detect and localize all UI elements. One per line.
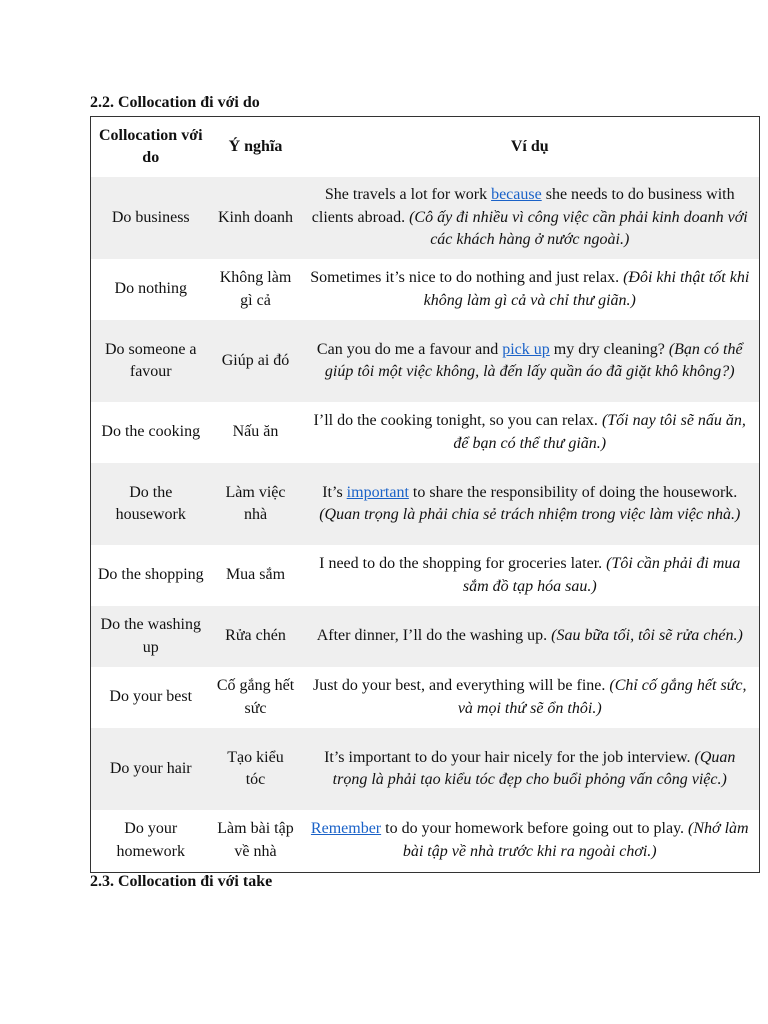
meaning-cell: Kinh doanh xyxy=(211,177,301,259)
example-translation: (Đôi khi thật tốt khi không làm gì cả và chỉ thư giãn.) xyxy=(423,269,750,309)
example-link[interactable]: pick up xyxy=(502,340,550,358)
meaning-cell: Tạo kiểu tóc xyxy=(211,728,301,810)
meaning-cell: Không làm gì cả xyxy=(219,269,292,309)
table-row xyxy=(91,320,760,402)
example-text: to share the responsibility of doing the housework. xyxy=(408,483,738,501)
example-translation: (Cô ấy đi nhiều vì công việc cần phải kinh doanh với các khách hàng ở nước ngoài.) xyxy=(409,208,748,249)
example-cell xyxy=(301,177,760,259)
example-text: she needs to do business with clients abroad. xyxy=(311,186,735,226)
example-link[interactable]: Remember xyxy=(310,820,382,838)
collocation-cell: Do the washing up xyxy=(91,606,211,667)
collocation-cell: Do business xyxy=(91,177,211,259)
meaning-cell: Làm việc nhà xyxy=(211,463,301,545)
section-heading-collocation-take: 2.3. Collocation đi với take xyxy=(90,873,273,890)
collocation-cell: Do nothing xyxy=(114,280,187,298)
example-translation: (Quan trọng là phải tạo kiểu tóc đẹp cho buổi phỏng vấn công việc.) xyxy=(332,748,736,788)
table-row xyxy=(91,667,760,728)
meaning-cell: Rửa chén xyxy=(211,606,301,667)
example-text: Can you do me a favour and xyxy=(316,340,503,358)
example-translation: (Chỉ cố gắng hết sức, và mọi thứ sẽ ổn thôi.) xyxy=(457,677,747,717)
example-cell xyxy=(301,259,760,320)
example-translation: (Tôi cần phải đi mua sắm đồ tạp hóa sau.) xyxy=(462,555,741,595)
example-link[interactable]: important xyxy=(346,483,409,501)
meaning-cell: Làm bài tập về nhà xyxy=(217,820,294,860)
collocation-table xyxy=(90,116,760,873)
table-row xyxy=(91,606,760,667)
example-cell xyxy=(301,667,760,728)
table-header-row xyxy=(91,117,760,178)
table-row xyxy=(91,402,760,463)
example-translation: (Quan trọng là phải chia sẻ trách nhiệm trong việc làm việc nhà.) xyxy=(319,506,741,523)
meaning-cell: Cố gắng hết sức xyxy=(216,677,295,717)
collocation-cell: Do your homework xyxy=(116,820,185,860)
example-cell xyxy=(301,463,760,545)
example-text: I’ll do the cooking tonight, so you can relax. xyxy=(313,412,602,429)
example-text: to do your homework before going out to play. xyxy=(381,820,689,838)
example-text: my dry cleaning? xyxy=(549,340,669,358)
table-row xyxy=(91,728,760,810)
example-text: She travels a lot for work xyxy=(324,186,492,204)
example-text: Just do your best, and everything will be fine. xyxy=(312,677,610,694)
example-cell xyxy=(301,606,760,667)
example-translation: (Tối nay tôi sẽ nấu ăn, để bạn có thể thư giãn.) xyxy=(453,412,746,452)
table-row xyxy=(91,463,760,545)
example-cell xyxy=(301,320,760,402)
collocation-cell: Do your best xyxy=(109,688,193,706)
table-row xyxy=(91,177,760,259)
collocation-cell: Do the cooking xyxy=(101,423,201,441)
meaning-cell: Nấu ăn xyxy=(232,423,279,441)
table-row xyxy=(91,545,760,606)
collocation-cell: Do your hair xyxy=(91,728,211,810)
header-example: Ví dụ xyxy=(510,137,549,155)
header-meaning: Ý nghĩa xyxy=(228,137,283,155)
collocation-cell: Do the shopping xyxy=(97,566,204,584)
section-heading-collocation-do: 2.2. Collocation đi với do xyxy=(90,94,260,111)
example-text: After dinner, I’ll do the washing up. xyxy=(316,627,552,645)
example-cell xyxy=(301,545,760,606)
example-text: I need to do the shopping for groceries later. xyxy=(319,555,607,572)
example-cell xyxy=(301,728,760,810)
meaning-cell: Giúp ai đó xyxy=(211,320,301,402)
table-row xyxy=(91,810,760,872)
example-translation: (Bạn có thể giúp tôi một việc không, là đến lấy quần áo đã giặt khô không?) xyxy=(324,340,743,380)
example-link[interactable]: because xyxy=(491,186,542,204)
meaning-cell: Mua sắm xyxy=(225,566,286,584)
example-text: Sometimes it’s nice to do nothing and just relax. xyxy=(310,269,624,286)
example-cell xyxy=(301,402,760,463)
header-collocation: Collocation với do xyxy=(98,126,203,166)
example-translation: (Sau bữa tối, tôi sẽ rửa chén.) xyxy=(551,627,743,645)
collocation-cell: Do the housework xyxy=(91,463,211,545)
example-text: It’s important to do your hair nicely for the job interview. xyxy=(324,748,695,766)
table-row xyxy=(91,259,760,320)
collocation-cell: Do someone a favour xyxy=(91,320,211,402)
example-translation: (Nhớ làm bài tập về nhà trước khi ra ngoài chơi.) xyxy=(402,820,749,860)
example-text: It’s xyxy=(322,483,347,501)
example-cell xyxy=(301,810,760,872)
